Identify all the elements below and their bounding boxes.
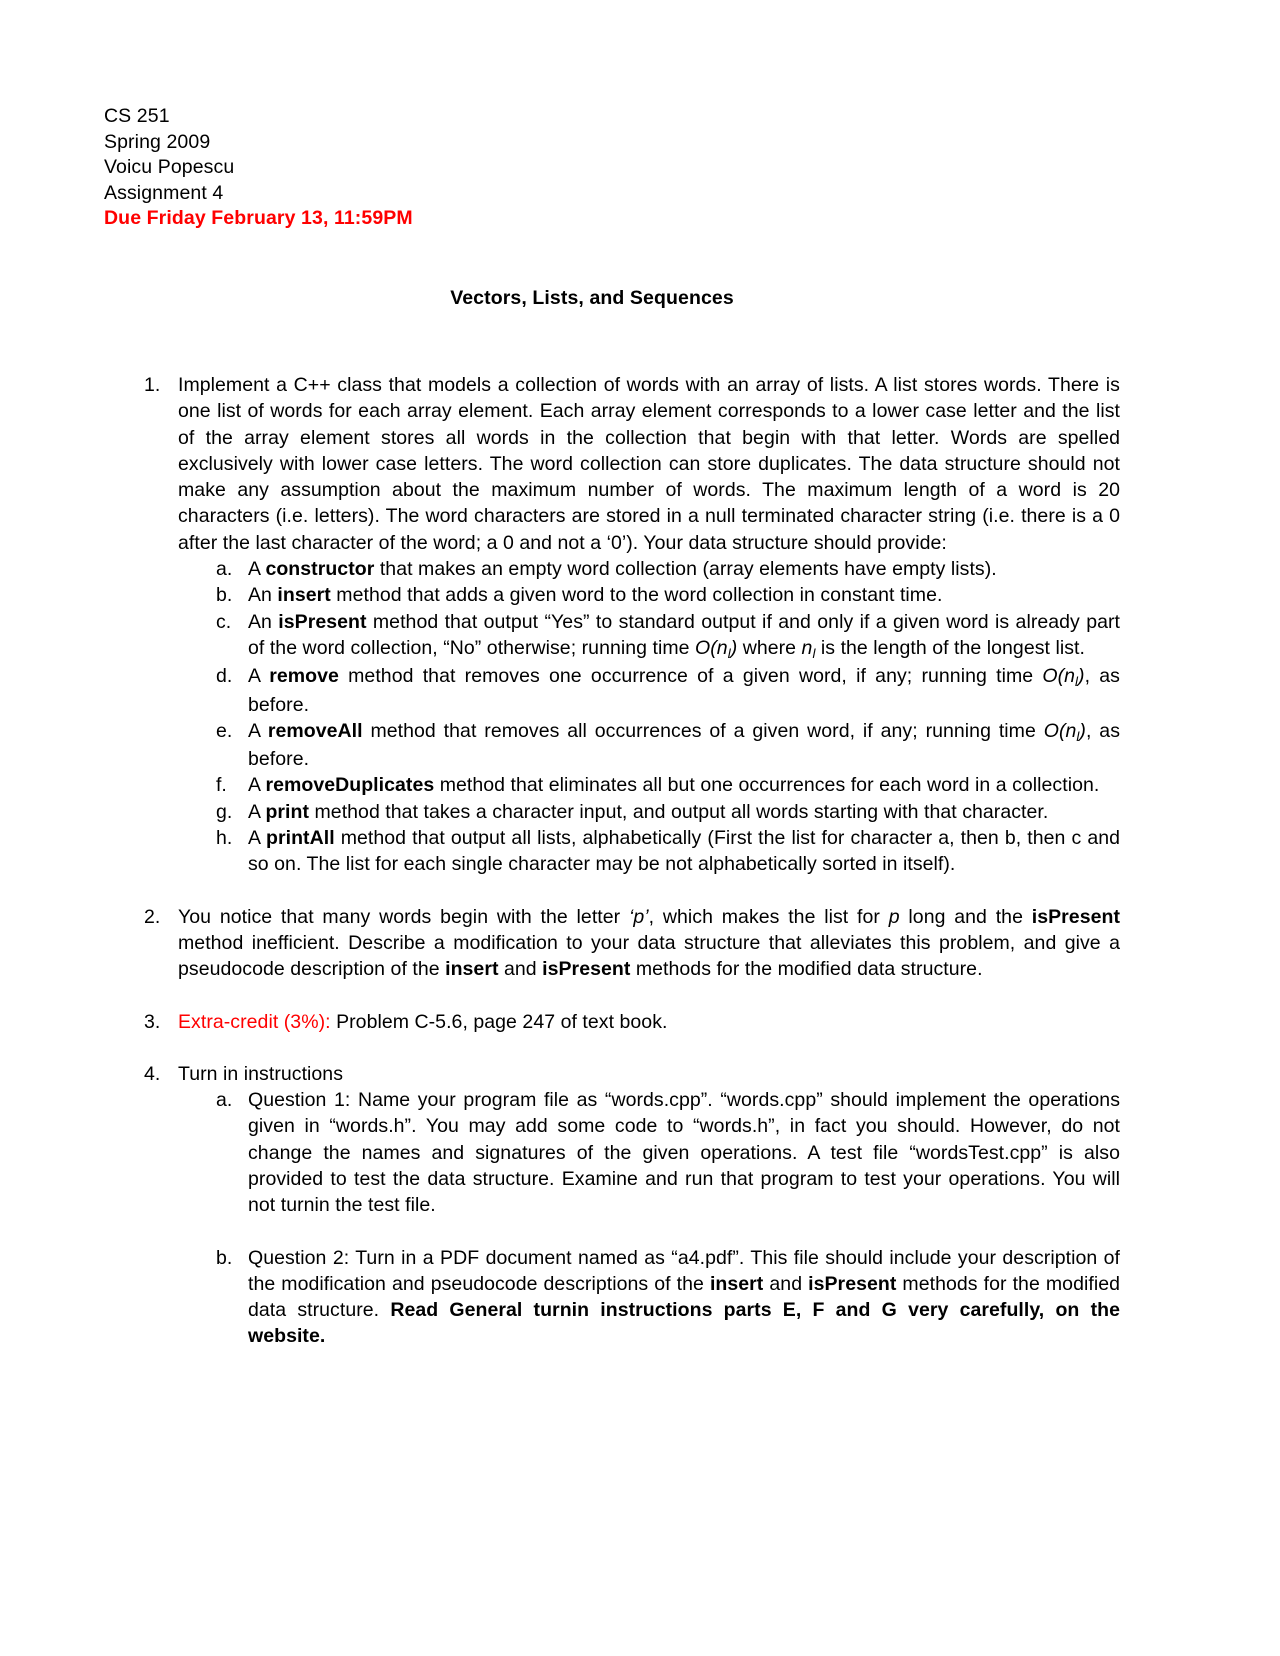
frag-i4b-b1: insert bbox=[709, 1272, 764, 1295]
frag-i4b-b2: isPresent bbox=[808, 1272, 897, 1295]
subitem-1a-text bbox=[248, 556, 1120, 582]
item-1-text: Implement a C++ class that models a collection of words with an array of lists. A list stores words. There is one list of words for each array element. Each array element corresponds to a lower case letter and the list of the array element stores all words in the collection that begin with that letter. Words are spelled exclusively with lower case letters. The word collection can store duplicates. The data structure should not make any assumption about the maximum number of words. The maximum length of a word is 20 characters (i.e. letters). The word characters are stored in a null terminated character string (i.e. there is a 0 after the last character of the word; a 0 and not a ‘0’). Your data structure should provide: bbox=[178, 373, 1120, 554]
subitem-1g bbox=[178, 799, 1120, 825]
subitem-4a bbox=[178, 1087, 1120, 1218]
frag-h-post: method that output all lists, alphabetically (First the list for character a, then b, then c and so on. The list for each single character may be not alphabetically sorted in itself). bbox=[248, 827, 1120, 876]
frag-c-pre: An bbox=[248, 610, 279, 633]
item-4-marker: 4. bbox=[144, 1062, 161, 1085]
frag-c-where: where bbox=[737, 636, 802, 659]
frag-e-post: , as before. bbox=[248, 719, 1120, 771]
frag-e-mid: method that removes all occurrences of a given word, if any; running time bbox=[362, 719, 1044, 742]
subitem-1h bbox=[178, 825, 1120, 878]
item-2 bbox=[104, 904, 1120, 983]
frag-d-pre: A bbox=[248, 665, 270, 688]
subitem-4a-marker: a. bbox=[216, 1089, 233, 1112]
subitem-1h-text bbox=[248, 825, 1120, 878]
frag-g-post: method that takes a character input, and output all words starting with that character. bbox=[309, 800, 1049, 823]
frag-i2-b3: isPresent bbox=[542, 958, 631, 981]
subitem-4b bbox=[178, 1245, 1120, 1350]
spacer-between-4a-4b bbox=[178, 1219, 1120, 1245]
frag-b-pre: An bbox=[248, 584, 278, 607]
frag-c-post: is the length of the longest list. bbox=[815, 636, 1085, 659]
subitem-1e bbox=[178, 718, 1120, 773]
frag-h-bold: printAll bbox=[266, 827, 335, 850]
frag-d-close: ) bbox=[1078, 665, 1085, 688]
item-3-text bbox=[178, 1009, 1120, 1035]
frag-d-sub: l bbox=[1075, 673, 1079, 689]
spacer-after-item-2 bbox=[104, 983, 1120, 1009]
frag-i2-pre: You notice that many words begin with the letter bbox=[178, 905, 629, 928]
frag-i2-p1: ‘p’ bbox=[628, 905, 649, 928]
item-4-text: Turn in instructions bbox=[178, 1062, 344, 1085]
item-1 bbox=[104, 372, 1120, 878]
frag-a-bold: constructor bbox=[265, 558, 375, 581]
frag-a-pre: A bbox=[248, 558, 266, 581]
item-3 bbox=[104, 1009, 1120, 1035]
frag-e-bold: removeAll bbox=[267, 719, 363, 742]
item-4-subitems bbox=[178, 1087, 1120, 1350]
subitem-1d bbox=[178, 663, 1120, 718]
subitem-1d-text bbox=[248, 663, 1120, 718]
frag-d-bold: remove bbox=[269, 665, 339, 688]
frag-b-bold: insert bbox=[277, 584, 331, 607]
frag-b-post: method that adds a given word to the word collection in constant time. bbox=[330, 584, 943, 607]
frag-c-close: ) bbox=[730, 636, 738, 659]
frag-e-close: ) bbox=[1079, 719, 1086, 742]
subitem-1f-text bbox=[248, 772, 1120, 798]
subitem-1b bbox=[178, 582, 1120, 608]
frag-i2-mid1: , which makes the list for bbox=[648, 905, 889, 928]
frag-i2-post: methods for the modified data structure. bbox=[630, 958, 983, 981]
subitem-1c-text bbox=[248, 609, 1120, 664]
item-1-subitems bbox=[178, 556, 1120, 878]
frag-c-mid: method that output “Yes” to standard output if and only if a given word is already part of the word collection, “No” otherwise; running time bbox=[248, 610, 1120, 659]
subitem-1g-marker: g. bbox=[216, 800, 233, 823]
subitem-1h-marker: h. bbox=[216, 827, 233, 850]
subitem-1g-text bbox=[248, 799, 1120, 825]
subitem-4b-marker: b. bbox=[216, 1246, 233, 1269]
subitem-1e-text bbox=[248, 718, 1120, 773]
item-2-marker: 2. bbox=[144, 905, 161, 928]
subitem-1e-marker: e. bbox=[216, 719, 233, 742]
subitem-1b-marker: b. bbox=[216, 584, 233, 607]
frag-c-bold: isPresent bbox=[278, 610, 367, 633]
frag-i3-text: Problem C-5.6, page 247 of text book. bbox=[330, 1010, 668, 1033]
subitem-4a-text: Question 1: Name your program file as “words.cpp”. “words.cpp” should implement the operations given in “words.h”. You may add some code to “words.h”, in fact you should. However, do not change the names and signatures of the given operations. A test file “wordsTest.cpp” is also provided to test the data structure. Examine and run that program to test your operations. You will not turnin the test file. bbox=[248, 1089, 1120, 1217]
extra-credit-label: Extra-credit (3%): bbox=[178, 1010, 331, 1033]
document-header bbox=[104, 104, 1120, 232]
assignment-line: Assignment 4 bbox=[104, 181, 224, 204]
frag-d-bigo: O(n bbox=[1042, 665, 1076, 688]
frag-a-post: that makes an empty word collection (array elements have empty lists). bbox=[374, 558, 997, 581]
frag-c-sub2: l bbox=[812, 645, 816, 661]
item-4 bbox=[104, 1061, 1120, 1350]
frag-g-bold: print bbox=[265, 800, 310, 823]
item-1-marker: 1. bbox=[144, 373, 161, 396]
frag-c-bigo: O(n bbox=[695, 636, 728, 659]
frag-i2-b2: insert bbox=[445, 958, 499, 981]
subitem-1b-text bbox=[248, 582, 1120, 608]
frag-e-sub: l bbox=[1076, 728, 1080, 744]
due-date-line: Due Friday February 13, 11:59PM bbox=[104, 207, 413, 230]
frag-f-bold: removeDuplicates bbox=[265, 774, 435, 797]
item-2-text bbox=[178, 904, 1120, 983]
frag-f-pre: A bbox=[248, 774, 266, 797]
frag-i4b-pre: Question 2: Turn in a PDF document named as “a4.pdf”. This file should include your description of the modification and pseudocode descriptions of the bbox=[248, 1246, 1120, 1295]
frag-c-sub1: l bbox=[727, 645, 731, 661]
frag-d-post: , as before. bbox=[248, 665, 1120, 716]
subitem-1d-marker: d. bbox=[216, 665, 233, 688]
frag-c-n2: n bbox=[801, 636, 813, 659]
subitem-1f bbox=[178, 772, 1120, 798]
frag-i2-p2: p bbox=[888, 905, 900, 928]
assignment-items-list bbox=[104, 372, 1120, 1350]
subitem-1c-marker: c. bbox=[216, 610, 232, 633]
frag-f-post: method that eliminates all but one occurrences for each word in a collection. bbox=[434, 774, 1100, 797]
frag-i2-mid4: and bbox=[498, 958, 543, 981]
frag-i2-mid2: long and the bbox=[899, 905, 1032, 928]
instructor-line: Voicu Popescu bbox=[104, 156, 235, 179]
frag-i2-mid3: method inefficient. Describe a modification to your data structure that alleviates this problem, and give a pseudocode description of the bbox=[178, 931, 1120, 981]
subitem-1f-marker: f. bbox=[216, 774, 227, 797]
course-line: CS 251 bbox=[104, 105, 170, 127]
frag-i4b-b3: Read General turnin instructions parts E, F and G very carefully, on the website. bbox=[248, 1299, 1120, 1348]
subitem-1a-marker: a. bbox=[216, 558, 233, 581]
frag-i2-b1: isPresent bbox=[1031, 905, 1120, 928]
page-title: Vectors, Lists, and Sequences bbox=[450, 286, 734, 309]
frag-e-bigo: O(n bbox=[1043, 719, 1077, 742]
frag-d-mid: method that removes one occurrence of a given word, if any; running time bbox=[338, 665, 1043, 688]
spacer-after-item-1 bbox=[104, 878, 1120, 904]
item-3-marker: 3. bbox=[144, 1010, 161, 1033]
spacer-after-item-3 bbox=[104, 1035, 1120, 1061]
frag-h-pre: A bbox=[248, 827, 267, 850]
term-line: Spring 2009 bbox=[104, 130, 211, 153]
frag-i4b-mid2: methods for the modified data structure. bbox=[248, 1272, 1120, 1322]
frag-i4b-mid: and bbox=[763, 1272, 809, 1295]
subitem-1a bbox=[178, 556, 1120, 582]
subitem-4b-text bbox=[248, 1245, 1120, 1350]
frag-g-pre: A bbox=[248, 800, 266, 823]
subitem-1c bbox=[178, 609, 1120, 664]
frag-e-pre: A bbox=[248, 719, 268, 742]
